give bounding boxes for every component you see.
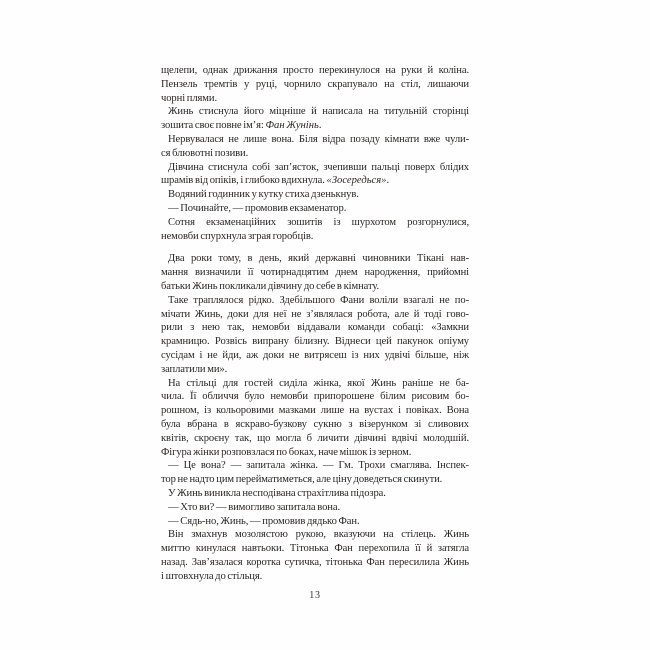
text-run: була вбрана в яскраво-бузкову сукню з візерунком зі сливових bbox=[161, 418, 469, 430]
text-line bbox=[161, 252, 469, 266]
text-line bbox=[161, 188, 469, 202]
text-line bbox=[161, 280, 469, 294]
text-run: Пензель тремтів у руці, чорнило скрапувало на стіл, лишаючи bbox=[161, 78, 469, 90]
text-line bbox=[161, 377, 469, 391]
text-line bbox=[161, 133, 469, 147]
text-run: сусідам і не йди, аж доки не витрясеш із них удвічі більше, ніж bbox=[161, 349, 469, 361]
text-run: зошита своє повне ім’я: bbox=[161, 120, 266, 132]
text-run: шрамів від опіків, і глибоко вдихнула. bbox=[161, 175, 327, 187]
text-line bbox=[161, 528, 469, 542]
text-line bbox=[161, 390, 469, 404]
text-run: Він змахнув мозолястою рукою, вказуючи на стілець. Жинь bbox=[168, 529, 469, 541]
text-line bbox=[161, 202, 469, 216]
paragraph bbox=[161, 252, 469, 293]
text-run: Сотня екзаменаційних зошитів із шурхотом розгорнулися, bbox=[168, 216, 469, 228]
text-run: щелепи, однак дрижання просто перекинулося на руки й коліна. bbox=[161, 65, 469, 76]
text-run: . bbox=[386, 175, 390, 187]
text-run: назад. Зав’язалася коротка сутичка, тітонька Фан пересилила Жинь bbox=[161, 556, 469, 568]
text-line bbox=[161, 570, 469, 584]
italic-text-run: Фан Жунінь bbox=[265, 120, 319, 132]
paragraph bbox=[161, 528, 469, 583]
text-line bbox=[161, 487, 469, 501]
text-line bbox=[161, 230, 469, 244]
text-line bbox=[161, 64, 469, 78]
text-run: чила. Її обличчя було немовби припорошене білим рисовим бо- bbox=[161, 391, 469, 403]
text-run: тор не надто цим перейматиметься, але ціну доведеться скинути. bbox=[161, 474, 443, 486]
text-line bbox=[161, 432, 469, 446]
text-section bbox=[161, 64, 469, 243]
text-line bbox=[161, 161, 469, 175]
text-run: Таке траплялося рідко. Здебільшого Фани воліли взагалі не по- bbox=[168, 294, 469, 306]
text-line bbox=[161, 473, 469, 487]
paragraph bbox=[161, 377, 469, 460]
text-run: — Хто ви? — вимогливо запитала вона. bbox=[168, 501, 341, 513]
text-run: Водяний годинник у кутку стиха дзенькнув. bbox=[168, 189, 359, 201]
text-line bbox=[161, 404, 469, 418]
paragraph bbox=[161, 216, 469, 244]
paragraph bbox=[161, 161, 469, 189]
text-run: Жинь стиснула його міцніше й написала на титульній сторінці bbox=[168, 106, 469, 118]
text-line bbox=[161, 446, 469, 460]
text-run: — Сядь-но, Жинь, — промовив дядько Фан. bbox=[168, 515, 360, 527]
text-line bbox=[161, 349, 469, 363]
text-line bbox=[161, 459, 469, 473]
text-line bbox=[161, 308, 469, 322]
text-run: рили з нею так, немовби віддавали команди собаці: «Замкни bbox=[161, 322, 469, 334]
text-run: . bbox=[318, 120, 322, 132]
text-line bbox=[161, 515, 469, 529]
text-run: мічати Жинь, доки для неї не з’являлася робота, але й тоді гово- bbox=[161, 308, 469, 320]
text-run: — Починайте, — промовив екзаменатор. bbox=[168, 202, 347, 214]
text-line bbox=[161, 556, 469, 570]
text-line bbox=[161, 363, 469, 377]
text-run: Фігура жінки розповзлася по боках, наче мішок із зерном. bbox=[161, 446, 412, 458]
paragraph bbox=[161, 487, 469, 501]
text-run: Два роки тому, в день, який державні чиновники Тікані нав- bbox=[168, 253, 469, 265]
paragraph bbox=[161, 133, 469, 161]
text-run: У Жинь виникла несподівана страхітлива підозра. bbox=[168, 487, 386, 499]
text-line bbox=[161, 105, 469, 119]
text-run: немовби спурхнула зграя горобців. bbox=[161, 230, 314, 242]
text-line bbox=[161, 78, 469, 92]
text-run: ся блювотні позиви. bbox=[161, 147, 249, 159]
paragraph bbox=[161, 459, 469, 487]
paragraph bbox=[161, 515, 469, 529]
paragraph bbox=[161, 105, 469, 133]
text-run: рошном, із кольоровими мазками лише на вустах і повіках. Вона bbox=[161, 405, 469, 417]
text-line bbox=[161, 92, 469, 106]
text-line bbox=[161, 119, 469, 133]
paragraph bbox=[161, 64, 469, 105]
text-line bbox=[161, 418, 469, 432]
text-run: чорні плями. bbox=[161, 92, 218, 104]
text-run: квітів, скроєну так, що могла б личити дівчині вдвічі молодшій. bbox=[161, 432, 469, 444]
text-line bbox=[161, 321, 469, 335]
text-run: мання визначили її чотирнадцятим днем народження, прийомні bbox=[161, 267, 469, 279]
paragraph bbox=[161, 188, 469, 202]
italic-text-run: «Зосередься» bbox=[326, 175, 387, 187]
text-run: батьки Жинь покликали дівчину до себе в кімнату. bbox=[161, 280, 380, 292]
text-run: — Це вона? — запитала жінка. — Гм. Трохи смаглява. Інспек- bbox=[168, 460, 469, 472]
text-line bbox=[161, 174, 469, 188]
text-line bbox=[161, 147, 469, 161]
paragraph bbox=[161, 501, 469, 515]
text-line bbox=[161, 501, 469, 515]
paragraph bbox=[161, 202, 469, 216]
text-run: і штовхнула до стільця. bbox=[161, 570, 263, 582]
text-run: крамницю. Розвісь випрану білизну. Віднеси цей пакунок опіуму bbox=[161, 336, 469, 348]
text-run: Нервувалася не лише вона. Біля відра позаду кімнати вже чули- bbox=[168, 133, 469, 145]
text-line bbox=[161, 216, 469, 230]
text-column bbox=[161, 64, 469, 583]
text-line bbox=[161, 294, 469, 308]
text-run: заплатили ми». bbox=[161, 363, 228, 375]
text-run: Дівчина стиснула собі зап’ясток, зчепивши пальці поверх блідих bbox=[168, 161, 469, 173]
text-section bbox=[161, 252, 469, 583]
paragraph bbox=[161, 294, 469, 377]
text-line bbox=[161, 266, 469, 280]
text-line bbox=[161, 542, 469, 556]
text-run: миттю кинулася навтьоки. Тітонька Фан перехопила її й затягла bbox=[161, 543, 469, 555]
text-line bbox=[161, 335, 469, 349]
text-run: На стільці для гостей сиділа жінка, якої Жинь раніше не ба- bbox=[168, 377, 469, 389]
page-number: 13 bbox=[309, 590, 321, 601]
